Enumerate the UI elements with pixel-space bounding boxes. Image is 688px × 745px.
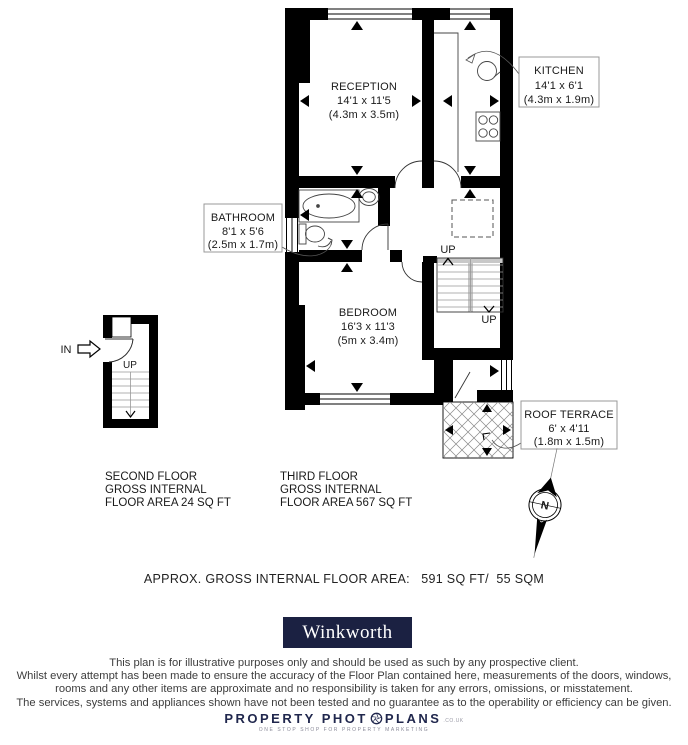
north-label: N <box>539 499 550 513</box>
stairs-main <box>437 244 503 326</box>
third-floor-line1: THIRD FLOOR <box>280 471 358 483</box>
second-floor-total <box>105 471 231 509</box>
up-label-1: UP <box>440 244 456 256</box>
kitchen-sink-icon <box>478 62 497 81</box>
second-floor-line1: SECOND FLOOR <box>105 471 198 483</box>
footer-logo-left: PROPERTY PHOT <box>224 711 368 726</box>
kitchen-metric: (4.3m x 1.9m) <box>523 94 595 106</box>
bedroom-name: BEDROOM <box>338 307 398 319</box>
terrace-name: ROOF TERRACE <box>524 409 614 421</box>
entry-arrow-icon <box>78 341 100 357</box>
bathroom-fixtures <box>299 189 379 247</box>
floor-area-summary: APPROX. GROSS INTERNAL FLOOR AREA: 591 SQ FT/ 55 SQM <box>143 572 545 586</box>
second-floor-line2: GROSS INTERNAL <box>105 484 207 496</box>
terrace-metric: (1.8m x 1.5m) <box>533 436 605 448</box>
footer-logo-suffix: .CO.UK <box>443 718 464 724</box>
disclaimer-line: The services, systems and appliances shown have not been tested and no guarantee as to the operability or efficiency can be given. <box>16 696 672 709</box>
bedroom-imperial: 16'3 x 11'3 <box>341 321 395 333</box>
room-label-reception <box>329 81 399 121</box>
disclaimer-block <box>0 657 688 710</box>
third-floor-plan <box>105 8 617 458</box>
stairs-entry <box>112 372 149 417</box>
terrace-imperial: 6' x 4'11 <box>548 423 590 435</box>
bathroom-name: BATHROOM <box>210 212 276 224</box>
bathroom-metric: (2.5m x 1.7m) <box>207 239 279 251</box>
bathroom-imperial: 8'1 x 5'6 <box>221 226 265 238</box>
agent-logo-text: Winkworth <box>302 621 393 643</box>
reception-name: RECEPTION <box>331 81 397 93</box>
callout-bathroom <box>204 204 331 256</box>
up-label-entry: UP <box>123 360 137 371</box>
third-floor-total <box>280 471 412 509</box>
in-label: IN <box>60 344 72 356</box>
toilet-icon <box>299 224 325 244</box>
kitchen-imperial: 14'1 x 6'1 <box>534 80 584 92</box>
agent-logo <box>283 617 412 648</box>
footer-tagline: ONE STOP SHOP FOR PROPERTY MARKETING <box>258 727 430 733</box>
roof-terrace-area <box>443 402 513 458</box>
callout-kitchen <box>466 51 599 107</box>
bedroom-metric: (5m x 3.4m) <box>337 335 399 347</box>
footer-logo <box>0 711 688 733</box>
walls-layer <box>285 8 513 428</box>
compass-rose <box>518 445 573 561</box>
kitchen-name: KITCHEN <box>534 65 584 77</box>
rooflight-dashed <box>452 200 493 237</box>
aperture-icon <box>370 712 383 725</box>
third-floor-line3: FLOOR AREA 567 SQ FT <box>280 497 413 509</box>
third-floor-line2: GROSS INTERNAL <box>280 484 382 496</box>
second-floor-line3: FLOOR AREA 24 SQ FT <box>105 497 231 509</box>
disclaimer-line: rooms and any other items are approximate and no responsibility is taken for any errors, omissions, or misstatement. <box>55 683 633 696</box>
hob-icon <box>476 112 500 141</box>
up-label-2: UP <box>481 314 497 326</box>
footer-logo-right: PLANS <box>384 711 442 726</box>
measure-markers <box>300 21 499 392</box>
disclaimer-line: Whilst every attempt has been made to ensure the accuracy of the Floor Plan contained here, measurements of the doors, windows, <box>16 670 672 683</box>
reception-imperial: 14'1 x 11'5 <box>337 95 391 107</box>
disclaimer-line: This plan is for illustrative purposes only and should be used as such by any prospective client. <box>109 657 579 669</box>
room-label-bedroom <box>338 307 399 347</box>
reception-metric: (4.3m x 3.5m) <box>328 109 400 121</box>
second-floor-plan <box>61 315 159 428</box>
